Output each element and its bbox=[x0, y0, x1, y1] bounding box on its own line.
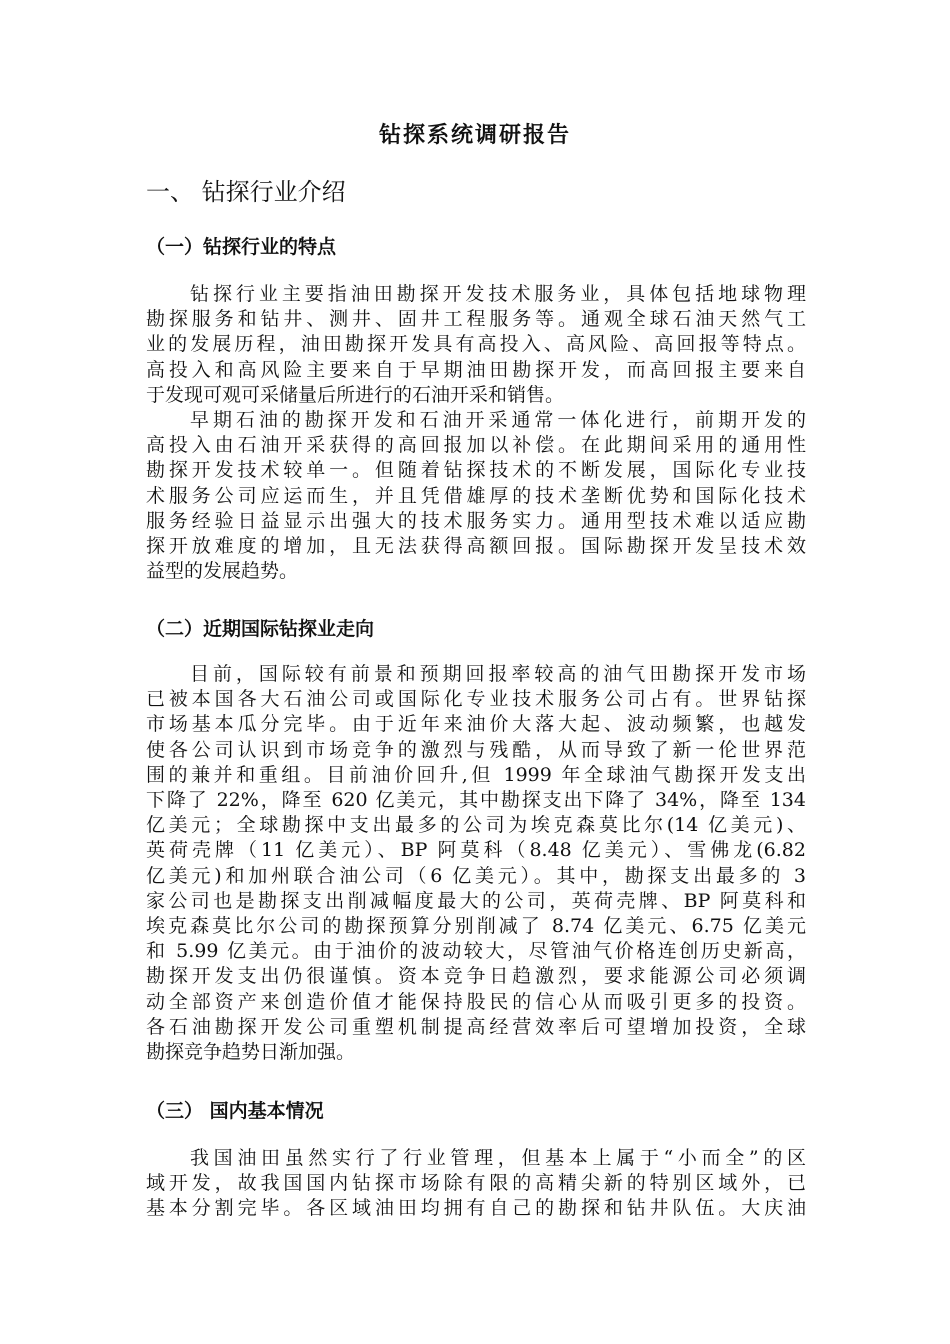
text-line: 业的发展历程，油田勘探开发具有高投入、高风险、高回报等特点。 bbox=[146, 333, 806, 356]
text-line: 已被本国各大石油公司或国际化专业技术服务公司占有。世界钻探 bbox=[146, 688, 806, 711]
text-line: 探开放难度的增加，且无法获得高额回报。国际勘探开发呈技术效 bbox=[146, 535, 806, 558]
text-line: 埃克森莫比尔公司的勘探预算分别削减了 8.74 亿美元、6.75 亿美元 bbox=[146, 915, 806, 938]
text-line: 和 5.99 亿美元。由于油价的波动较大，尽管油气价格连创历史新高， bbox=[146, 940, 806, 963]
paragraph-international-trends bbox=[146, 662, 806, 1065]
text-line: 勘探服务和钻井、测井、固井工程服务等。通观全球石油天然气工 bbox=[146, 308, 806, 331]
paragraph-characteristics-2 bbox=[146, 408, 806, 584]
text-line: 基本分割完毕。各区域油田均拥有自己的勘探和钻井队伍。大庆油 bbox=[146, 1197, 806, 1220]
text-line: 钻探行业主要指油田勘探开发技术服务业，具体包括地球物理 bbox=[190, 283, 806, 305]
text-line: 市场基本瓜分完毕。由于近年来油价大落大起、波动频繁，也越发 bbox=[146, 713, 806, 736]
text-line: 服务经验日益显示出强大的技术服务实力。通用型技术难以适应勘 bbox=[146, 509, 806, 532]
text-line: 下降了 22%，降至 620 亿美元，其中勘探支出下降了 34%，降至 134 bbox=[146, 789, 806, 812]
text-line: 使各公司认识到市场竞争的激烈与残酷，从而导致了新一伦世界范 bbox=[146, 738, 806, 761]
text-line: 动全部资产来创造价值才能保持股民的信心从而吸引更多的投资。 bbox=[146, 990, 806, 1013]
text-line: 于发现可观可采储量后所进行的石油开采和销售。 bbox=[146, 383, 565, 406]
text-line: 益型的发展趋势。 bbox=[146, 560, 299, 583]
text-line: 目前，国际较有前景和预期回报率较高的油气田勘探开发市场 bbox=[190, 663, 806, 685]
subsection-heading-domestic-situation: （三） 国内基本情况 bbox=[146, 1100, 324, 1122]
text-line: 术服务公司应运而生，并且凭借雄厚的技术垄断优势和国际化技术 bbox=[146, 484, 806, 507]
text-line: 围的兼并和重组。目前油价回升,但 1999 年全球油气勘探开发支出 bbox=[146, 763, 806, 786]
text-line: 亿美元；全球勘探中支出最多的公司为埃克森莫比尔(14 亿美元)、 bbox=[146, 814, 806, 837]
text-line: 勘探开发技术较单一。但随着钻探技术的不断发展，国际化专业技 bbox=[146, 459, 806, 482]
text-line: 高投入由石油开采获得的高回报加以补偿。在此期间采用的通用性 bbox=[146, 434, 806, 457]
text-line: 我国油田虽然实行了行业管理，但基本上属于“小而全”的区 bbox=[190, 1147, 806, 1169]
text-line: 家公司也是勘探支出削减幅度最大的公司，英荷壳牌、BP 阿莫科和 bbox=[146, 889, 806, 912]
text-line: 各石油勘探开发公司重塑机制提高经营效率后可望增加投资，全球 bbox=[146, 1015, 806, 1038]
document-title: 钻探系统调研报告 bbox=[378, 122, 571, 148]
text-line: 勘探竞争趋势日渐加强。 bbox=[146, 1041, 356, 1064]
paragraph-characteristics-1 bbox=[146, 282, 806, 408]
text-line: 域开发，故我国国内钻探市场除有限的高精尖新的特别区域外，已 bbox=[146, 1172, 806, 1195]
paragraph-domestic-situation bbox=[146, 1146, 806, 1222]
section-heading-industry-intro: 一、 钻探行业介绍 bbox=[146, 178, 346, 206]
text-line: 勘探开发支出仍很谨慎。资本竞争日趋激烈，要求能源公司必须调 bbox=[146, 965, 806, 988]
text-line: 高投入和高风险主要来自于早期油田勘探开发，而高回报主要来自 bbox=[146, 358, 806, 381]
text-line: 英荷壳牌（11 亿美元）、BP 阿莫科（8.48 亿美元）、雪佛龙(6.82 bbox=[146, 839, 806, 862]
subsection-heading-characteristics: （一）钻探行业的特点 bbox=[146, 236, 337, 258]
text-line: 亿美元)和加州联合油公司（6 亿美元）。其中，勘探支出最多的 3 bbox=[146, 864, 806, 887]
subsection-heading-international-trends: （二）近期国际钻探业走向 bbox=[146, 618, 375, 640]
text-line: 早期石油的勘探开发和石油开采通常一体化进行，前期开发的 bbox=[190, 409, 806, 431]
